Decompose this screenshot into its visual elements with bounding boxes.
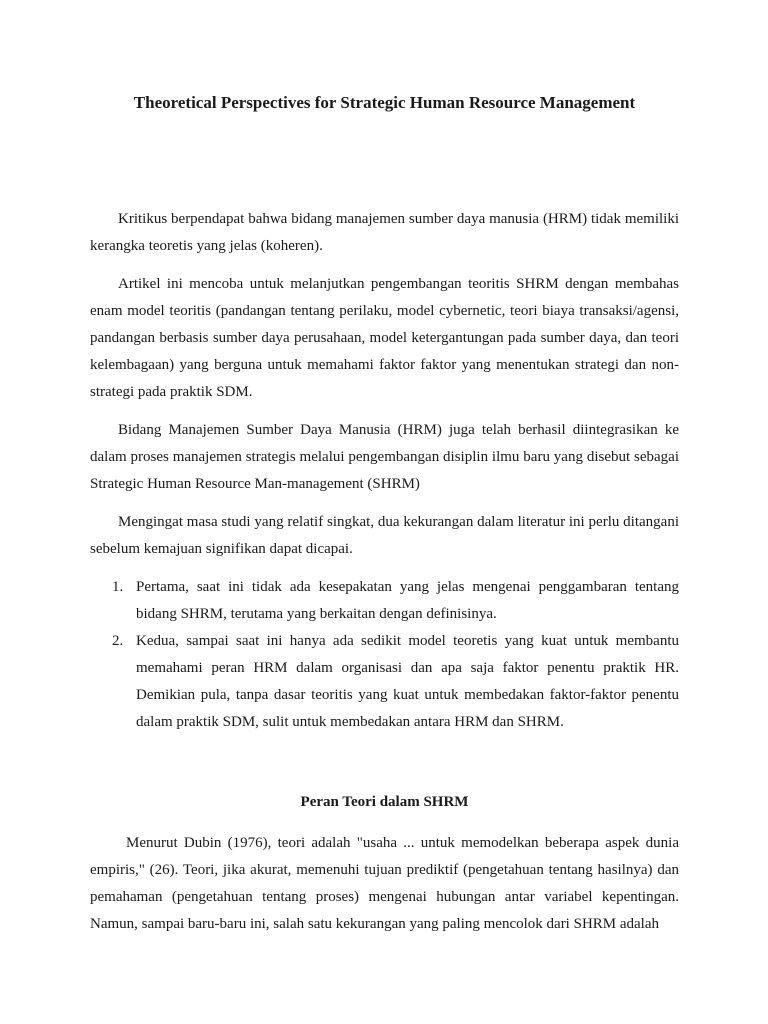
paragraph-article-models: Artikel ini mencoba untuk melanjutkan pengembangan teoritis SHRM dengan membahas enam model teoritis (pandangan tentang perilaku, model cybernetic, teori biaya transaksi/agensi, pandangan berbasis sumber daya perusahaan, model ketergantungan pada sumber daya, dan teori kelembagaan) yang berguna untuk memahami faktor faktor yang menentukan strategi dan non-strategi pada praktik SDM. <box>90 276 679 400</box>
document-title: Theoretical Perspectives for Strategic Human Resource Management <box>133 93 636 112</box>
document-body <box>90 206 679 938</box>
paragraph-literature-gaps: Mengingat masa studi yang relatif singkat, dua kekurangan dalam literatur ini perlu ditangani sebelum kemajuan signifikan dapat dicapai. <box>90 514 679 557</box>
list-item-number: 1. <box>112 579 124 595</box>
paragraph-hrm-integration: Bidang Manajemen Sumber Daya Manusia (HRM) juga telah berhasil diintegrasikan ke dalam proses manajemen strategis melalui pengembangan disiplin ilmu baru yang disebut sebagai Strategic Human Resource Man-management (SHRM) <box>90 422 679 492</box>
list-item <box>90 574 679 628</box>
section-heading: Peran Teori dalam SHRM <box>300 794 469 810</box>
list-item-text: Pertama, saat ini tidak ada kesepakatan yang jelas mengenai penggambaran tentang bidang SHRM, terutama yang berkaitan dengan definisinya. <box>136 579 679 622</box>
list-item-number: 2. <box>112 633 124 649</box>
paragraph-critics: Kritikus berpendapat bahwa bidang manajemen sumber daya manusia (HRM) tidak memiliki kerangka teoretis yang jelas (koheren). <box>90 211 679 254</box>
numbered-list <box>90 574 679 736</box>
paragraph-theory-role: Menurut Dubin (1976), teori adalah "usaha ... untuk memodelkan beberapa aspek dunia empiris," (26). Teori, jika akurat, memenuhi tujuan prediktif (pengetahuan tentang hasilnya) dan pemahaman (pengetahuan tentang proses) mengenai hubungan antar variabel kepentingan. Namun, sampai baru-baru ini, salah satu kekurangan yang paling mencolok dari SHRM adalah <box>90 835 679 932</box>
list-item <box>90 628 679 736</box>
list-item-text: Kedua, sampai saat ini hanya ada sedikit model teoretis yang kuat untuk membantu memahami peran HRM dalam organisasi dan apa saja faktor penentu praktik HR. Demikian pula, tanpa dasar teoritis yang kuat untuk membedakan faktor-faktor penentu dalam praktik SDM, sulit untuk membedakan antara HRM dan SHRM. <box>136 633 679 730</box>
